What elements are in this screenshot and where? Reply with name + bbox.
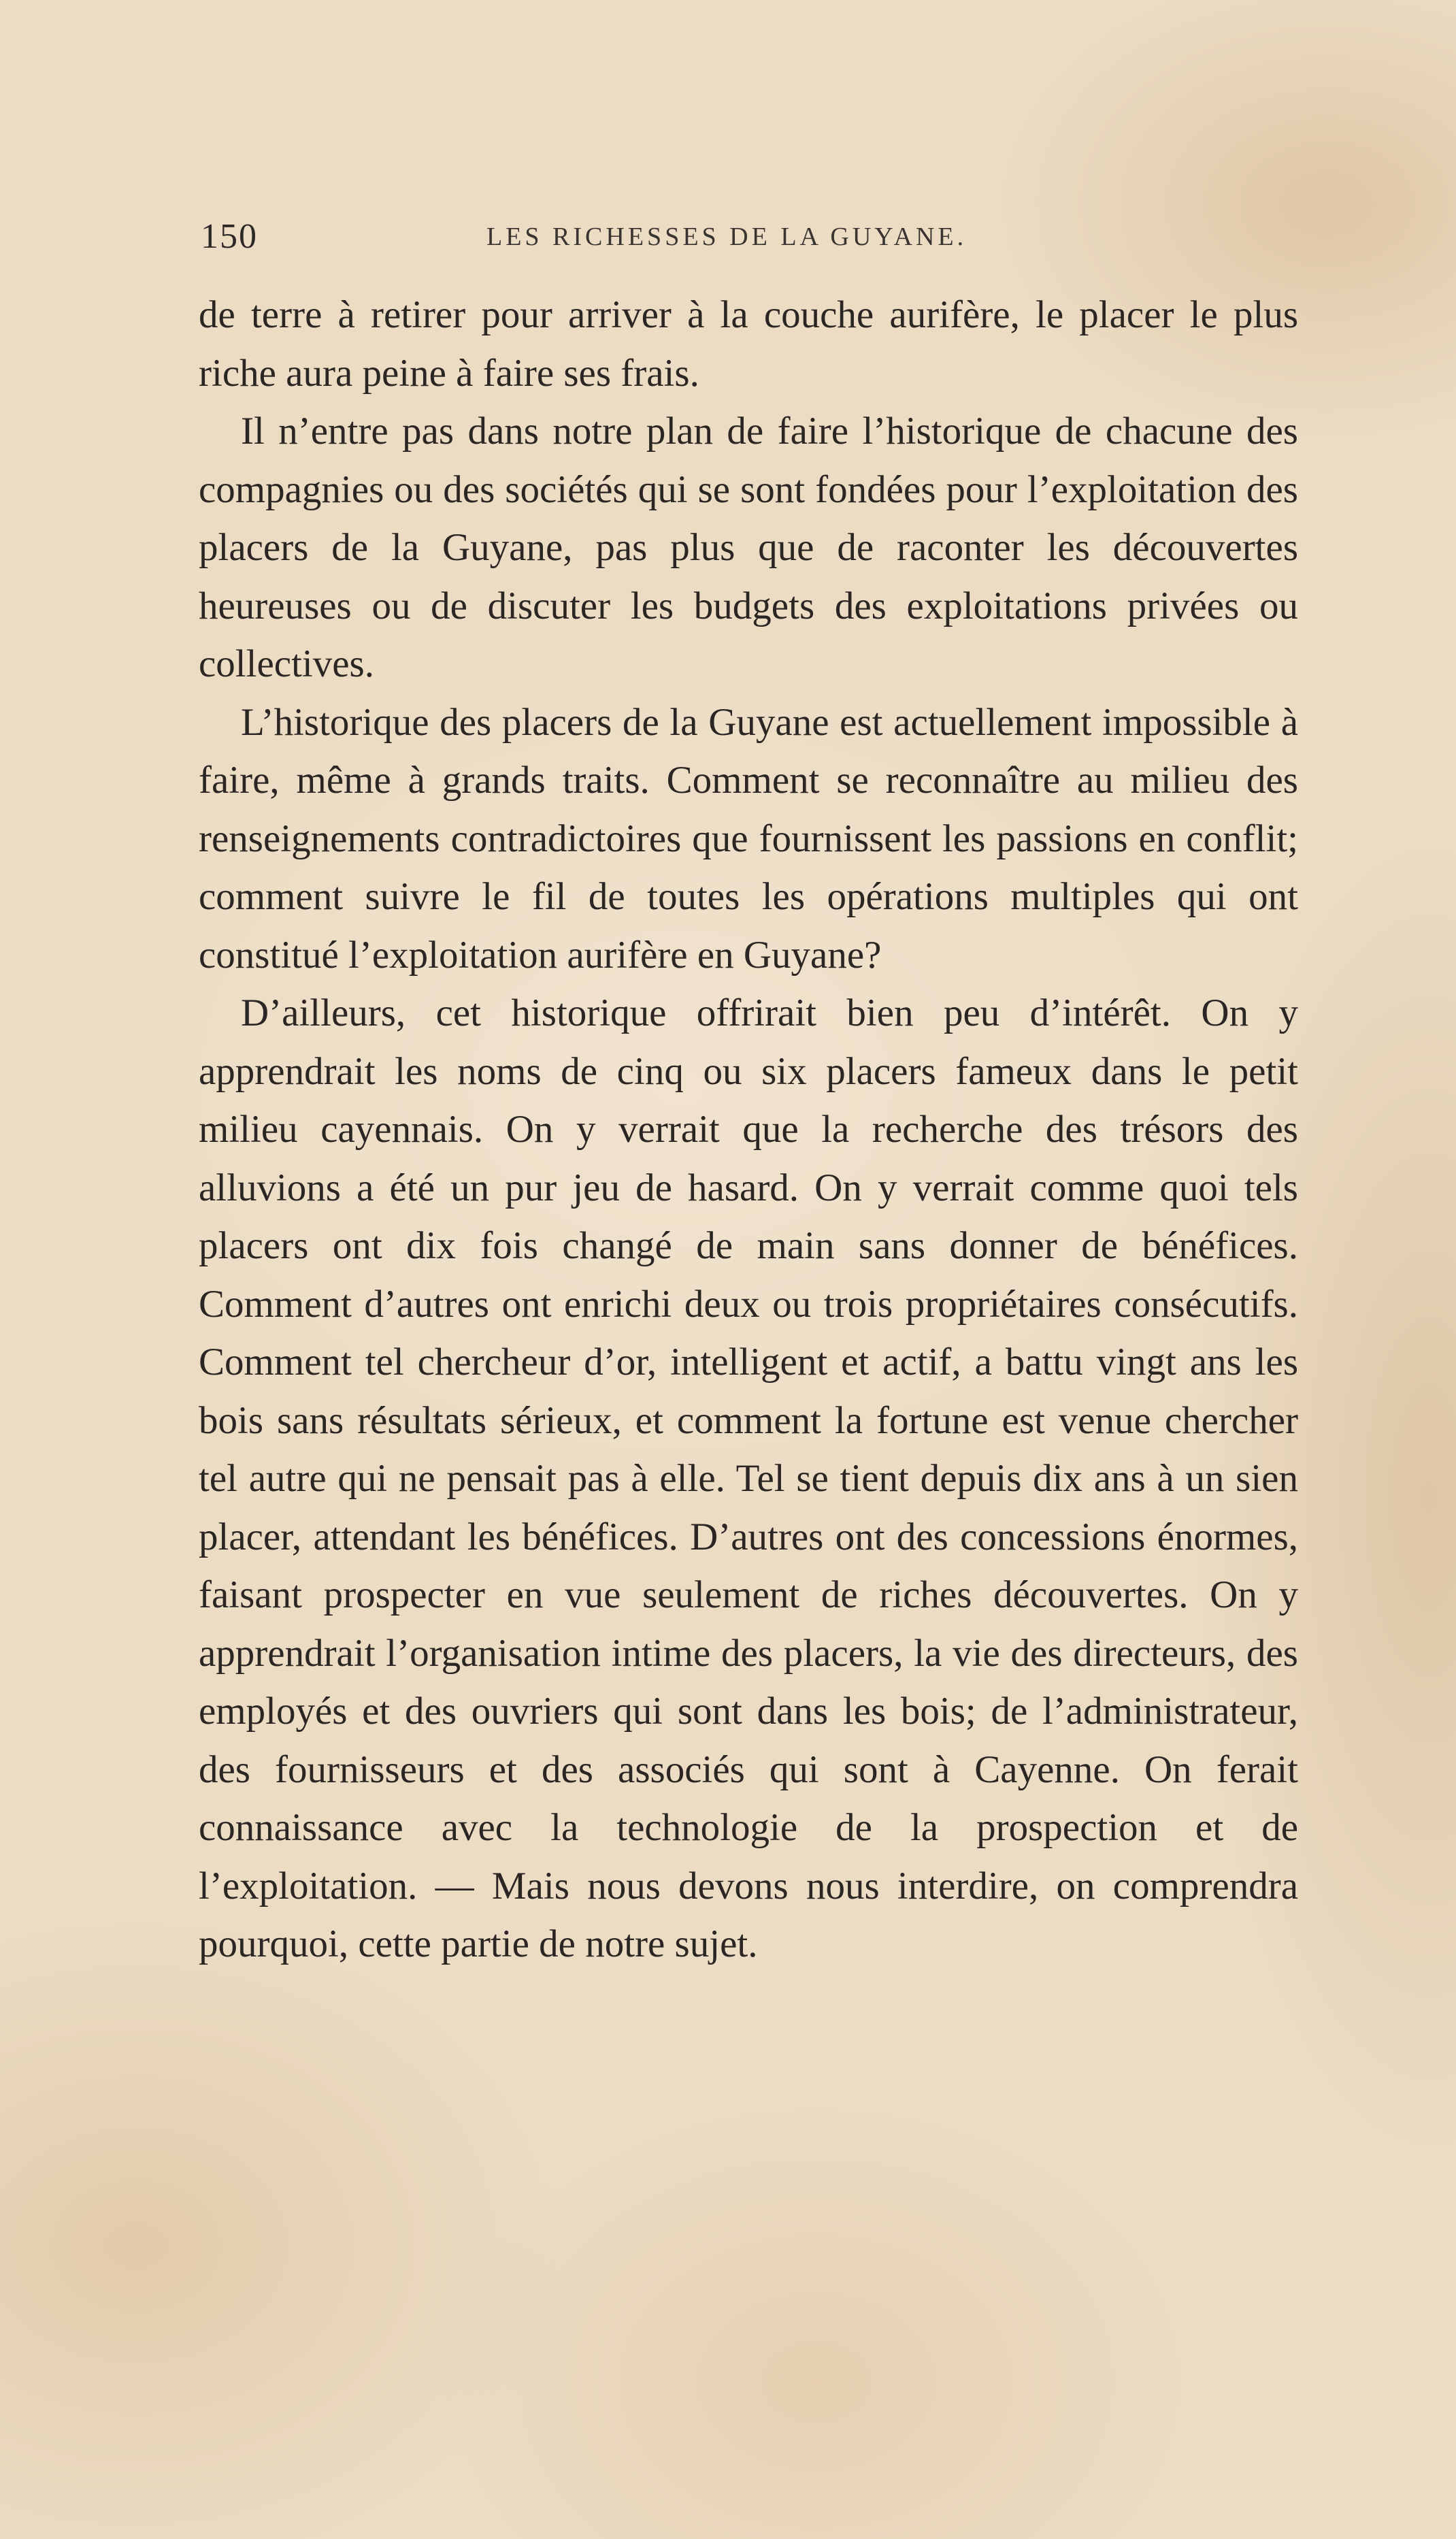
- body-text: [199, 286, 1298, 1973]
- paragraph: Il n’entre pas dans notre plan de faire l’historique de chacune des compagnies ou des sociétés qui se sont fondées pour l’exploitation des placers de la Guyane, pas plus que de raconter les découvertes heureuses ou de discuter les budgets des exploitations privées ou collectives.: [199, 410, 1298, 685]
- paragraph: L’historique des placers de la Guyane est actuellement impossible à faire, même à grands traits. Comment se reconnaître au milieu des renseignements contradictoires que fournissent les passions en conflit; comment suivre le fil de toutes les opérations multiples qui ont constitué l’exploitation aurifère en Guyane?: [199, 700, 1298, 977]
- page-number: 150: [201, 217, 258, 256]
- running-head: [201, 211, 1303, 265]
- paragraph-continuation: de terre à retirer pour arriver à la couche aurifère, le placer le plus riche aura peine à faire ses frais.: [199, 293, 1298, 395]
- paragraph: D’ailleurs, cet historique offrirait bien peu d’intérêt. On y apprendrait les noms de cinq ou six placers fameux dans le petit milieu cayennais. On y verrait que la recherche des trésors des alluvions a été un pur jeu de hasard. On y verrait comme quoi tels placers ont dix fois changé de main sans donner de bénéfices. Comment d’autres ont enrichi deux ou trois propriétaires consécutifs. Comment tel chercheur d’or, intelligent et actif, a battu vingt ans les bois sans résultats sérieux, et comment la fortune est venue chercher tel autre qui ne pensait pas à elle. Tel se tient depuis dix ans à un sien placer, attendant les bénéfices. D’autres ont des concessions énormes, faisant prospecter en vue seulement de riches découvertes. On y apprendrait l’organisation intime des placers, la vie des directeurs, des employés et des ouvriers qui sont dans les bois; de l’administrateur, des fournisseurs et des associés qui sont à Cayenne. On ferait connaissance avec la technologie de la prospection et de l’exploitation. — Mais nous devons nous interdire, on comprendra pourquoi, cette partie de notre sujet.: [199, 992, 1298, 1965]
- running-title: LES RICHESSES DE LA GUYANE.: [486, 223, 967, 251]
